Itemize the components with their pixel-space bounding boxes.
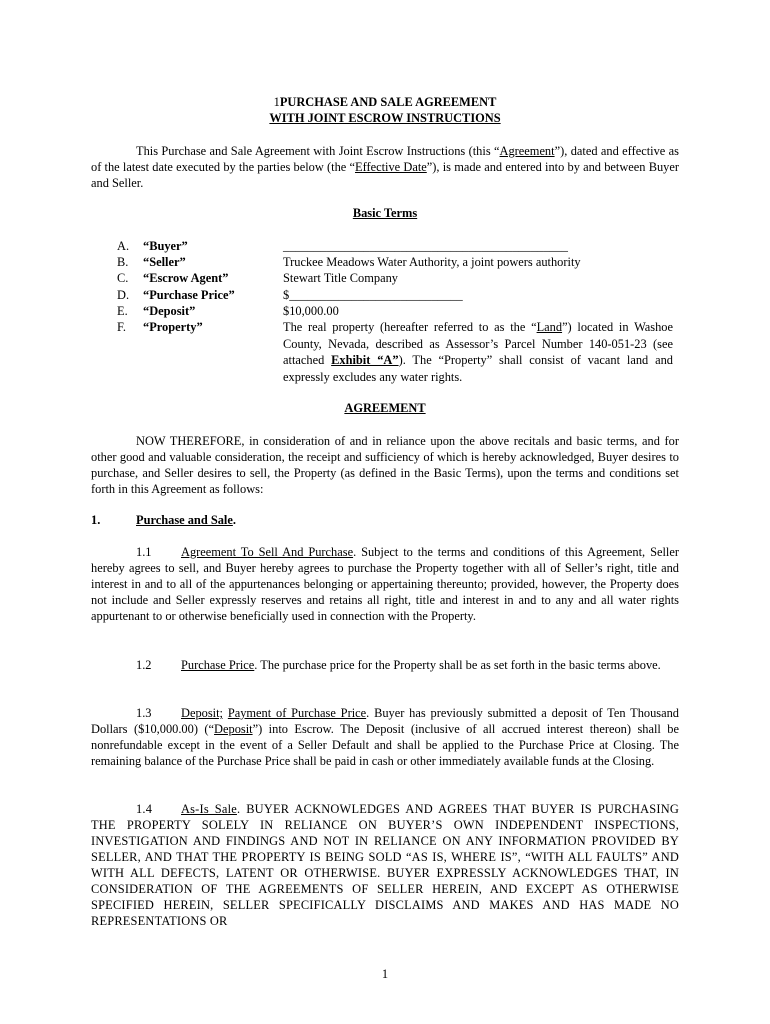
intro-paragraph (91, 143, 679, 191)
term-value: ______________________________________________ (283, 239, 568, 253)
term-letter: C. (117, 271, 129, 285)
document-title (0, 94, 770, 110)
term-value: $10,000.00 (283, 304, 339, 318)
section-1-title (136, 512, 236, 528)
section-1-3-number: 1.3 (136, 706, 152, 720)
term-value: Truckee Meadows Water Authority, a joint powers authority (283, 255, 581, 269)
basic-terms-heading: Basic Terms (352, 206, 418, 220)
section-1-number: 1. (91, 513, 101, 527)
section-1-2-number: 1.2 (136, 658, 152, 672)
section-1-3-title-b: Payment of Purchase Price (227, 706, 367, 720)
intro-defined-effective-date: Effective Date (355, 160, 427, 174)
property-text-3: ). The “Property” shall consist of vacant land and expressly excludes any water rights. (283, 353, 673, 384)
term-name: “Property” (143, 320, 203, 334)
agreement-heading: AGREEMENT (344, 401, 426, 415)
term-letter: A. (117, 239, 130, 253)
section-1-1 (91, 544, 679, 624)
section-1-1-number: 1.1 (136, 545, 152, 559)
property-text-1: The real property (hereafter referred to as the “ (283, 320, 537, 334)
term-value: $____________________________ (283, 288, 463, 302)
section-1-4-text: . BUYER ACKNOWLEDGES AND AGREES THAT BUYER IS PURCHASING THE PROPERTY SOLELY IN RELIANCE ON BUYER’S OWN INDEPENDENT INSPECTIONS, INVESTIGATION AND FINDINGS AND NOT IN RELIANCE ON ANY INFORMATION PROVIDED BY SELLER, AND THAT THE PROPERTY IS BEING SOLD “AS IS, WHERE IS”, “WITH ALL FAULTS” AND WITH ALL DEFECTS, LATENT OR OTHERWISE. BUYER EXPRESSLY ACKNOWLEDGES THAT, IN CONSIDERATION OF THE AGREEMENTS OF SELLER HEREIN, AND EXCEPT AS OTHERWISE SPECIFIED HEREIN, SELLER SPECIFICALLY DISCLAIMS AND MAKES AND HAS MADE NO REPRESENTATIONS OR (91, 802, 679, 928)
recitals-paragraph: NOW THEREFORE, in consideration of and in reliance upon the above recitals and basic terms, and for other good and valuable consideration, the receipt and sufficiency of which is hereby acknowledged, Buyer desires to purchase, and Seller desires to sell, the Property (as defined in the Basic Terms), upon the terms and conditions set forth in this Agreement as follows: (91, 434, 679, 496)
title-prefix: 1 (273, 95, 280, 109)
section-1-3-defined-deposit: Deposit (214, 722, 253, 736)
term-name: “Deposit” (143, 304, 196, 318)
term-name: “Purchase Price” (143, 288, 235, 302)
section-1-3-text-1: . Buyer has previously submitted a deposit of Ten Thousand Dollars ($10,000.00) (“ (91, 706, 680, 736)
section-1-2-text: . The purchase price for the Property shall be as set forth in the basic terms above. (254, 658, 661, 672)
intro-defined-agreement: Agreement (499, 144, 555, 158)
property-text-2: ”) located in Washoe County, Nevada, described as Assessor’s Parcel Number 140-051-23 (see attached (283, 320, 673, 367)
section-1-1-text: . Subject to the terms and conditions of this Agreement, Seller hereby agrees to sell, and Buyer hereby agrees to purchase the Property together with all of Seller’s right, title and interest in and to all of the appurtenances belonging or appertaining thereunto; provided, however, the Property does not include and Seller expressly reserves and retains all right, title and interest in and to any and all water rights appurtenant to or otherwise beneficially used in connection with the Property. (91, 545, 679, 623)
intro-text-3: ”), is made and entered into by and between Buyer and Seller. (91, 160, 679, 190)
intro-text-2: ”), dated and effective as of the latest date executed by the parties below (the “ (91, 144, 679, 174)
property-defined-land: Land (536, 320, 563, 334)
term-name: “Escrow Agent” (143, 271, 229, 285)
section-1-4-title: As-Is Sale (181, 802, 237, 816)
title-line1: PURCHASE AND SALE AGREEMENT (279, 95, 497, 109)
intro-text-1: This Purchase and Sale Agreement with Joint Escrow Instructions (this “ (136, 144, 500, 158)
term-letter: D. (117, 288, 130, 302)
term-name: “Buyer” (143, 239, 188, 253)
page-number: 1 (381, 967, 389, 981)
section-1-4-number: 1.4 (136, 802, 153, 816)
section-1-3-title-a: Deposit; (181, 706, 223, 720)
document-subtitle: WITH JOINT ESCROW INSTRUCTIONS (269, 111, 501, 125)
section-1-1-title: Agreement To Sell And Purchase (181, 545, 354, 559)
term-letter: F. (117, 320, 126, 334)
section-1-title-suffix: . (232, 513, 236, 527)
section-1-3 (91, 705, 679, 769)
section-1-2 (91, 657, 679, 673)
section-1-3-text-2: ”) into Escrow. The Deposit (inclusive of all accrued interest thereon) shall be nonrefundable except in the event of a Seller Default and shall be applied to the Purchase Price at Closing. The remaining balance of the Purchase Price shall be paid in cash or other immediately available funds at the Closing. (91, 722, 679, 768)
exhibit-a-reference: Exhibit “A” (331, 353, 399, 367)
section-1-2-title: Purchase Price (181, 658, 255, 672)
term-name: “Seller” (143, 255, 186, 269)
section-1-4 (91, 801, 679, 929)
property-description (283, 319, 673, 385)
term-letter: E. (117, 304, 128, 318)
term-value: Stewart Title Company (283, 271, 398, 285)
section-1-title-text: Purchase and Sale (136, 513, 233, 527)
term-letter: B. (117, 255, 129, 269)
